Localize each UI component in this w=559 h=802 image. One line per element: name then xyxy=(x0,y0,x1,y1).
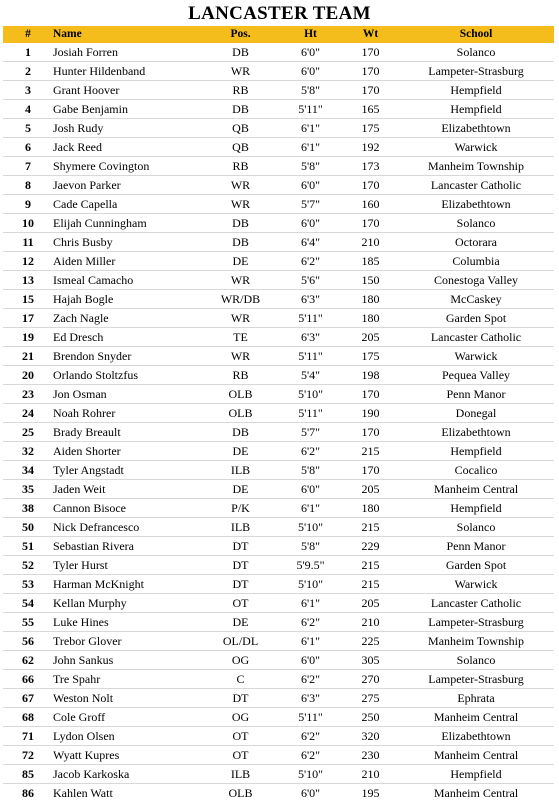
player-number: 56 xyxy=(3,632,53,651)
player-weight: 170 xyxy=(343,62,398,81)
table-row xyxy=(3,62,554,81)
table-row xyxy=(3,556,554,575)
player-weight: 190 xyxy=(343,404,398,423)
player-height: 6'1" xyxy=(278,632,343,651)
player-number: 7 xyxy=(3,157,53,176)
table-row xyxy=(3,442,554,461)
player-position: DE xyxy=(203,252,278,271)
player-school: Manheim Township xyxy=(398,632,554,651)
roster-table xyxy=(3,26,554,802)
player-school: Manheim Central xyxy=(398,784,554,802)
player-weight: 320 xyxy=(343,727,398,746)
player-name: Grant Hoover xyxy=(53,81,203,100)
player-number: 23 xyxy=(3,385,53,404)
player-height: 6'3" xyxy=(278,689,343,708)
player-weight: 185 xyxy=(343,252,398,271)
player-name: Kahlen Watt xyxy=(53,784,203,802)
player-number: 10 xyxy=(3,214,53,233)
player-position: OL/DL xyxy=(203,632,278,651)
table-row xyxy=(3,252,554,271)
player-weight: 170 xyxy=(343,81,398,100)
player-name: Aiden Shorter xyxy=(53,442,203,461)
player-position: DT xyxy=(203,575,278,594)
player-school: Manheim Township xyxy=(398,157,554,176)
table-row xyxy=(3,518,554,537)
player-school: Elizabethtown xyxy=(398,727,554,746)
player-number: 3 xyxy=(3,81,53,100)
player-school: McCaskey xyxy=(398,290,554,309)
player-height: 5'4" xyxy=(278,366,343,385)
table-row xyxy=(3,157,554,176)
table-row xyxy=(3,461,554,480)
player-height: 5'11" xyxy=(278,347,343,366)
player-position: ILB xyxy=(203,518,278,537)
player-school: Hempfield xyxy=(398,765,554,784)
player-position: C xyxy=(203,670,278,689)
player-height: 5'6" xyxy=(278,271,343,290)
player-position: OLB xyxy=(203,784,278,802)
player-name: Kellan Murphy xyxy=(53,594,203,613)
player-height: 6'2" xyxy=(278,670,343,689)
player-school: Solanco xyxy=(398,214,554,233)
player-height: 5'7" xyxy=(278,195,343,214)
player-position: TE xyxy=(203,328,278,347)
player-school: Hempfield xyxy=(398,442,554,461)
table-row xyxy=(3,328,554,347)
player-school: Columbia xyxy=(398,252,554,271)
player-weight: 215 xyxy=(343,556,398,575)
player-number: 9 xyxy=(3,195,53,214)
player-number: 35 xyxy=(3,480,53,499)
player-position: OLB xyxy=(203,385,278,404)
player-weight: 170 xyxy=(343,214,398,233)
player-name: Jon Osman xyxy=(53,385,203,404)
player-name: Sebastian Rivera xyxy=(53,537,203,556)
table-row xyxy=(3,214,554,233)
player-weight: 180 xyxy=(343,290,398,309)
player-height: 5'11" xyxy=(278,708,343,727)
player-number: 66 xyxy=(3,670,53,689)
player-height: 6'2" xyxy=(278,613,343,632)
player-position: WR xyxy=(203,62,278,81)
player-position: DB xyxy=(203,43,278,62)
player-name: Jacob Karkoska xyxy=(53,765,203,784)
player-number: 32 xyxy=(3,442,53,461)
table-row xyxy=(3,575,554,594)
header-school: School xyxy=(398,26,554,43)
player-school: Lampeter-Strasburg xyxy=(398,613,554,632)
player-number: 8 xyxy=(3,176,53,195)
player-school: Lampeter-Strasburg xyxy=(398,670,554,689)
player-school: Elizabethtown xyxy=(398,195,554,214)
player-name: Tyler Hurst xyxy=(53,556,203,575)
player-number: 25 xyxy=(3,423,53,442)
table-row xyxy=(3,385,554,404)
player-height: 5'11" xyxy=(278,404,343,423)
player-name: Brady Breault xyxy=(53,423,203,442)
player-weight: 160 xyxy=(343,195,398,214)
player-school: Warwick xyxy=(398,575,554,594)
player-school: Garden Spot xyxy=(398,309,554,328)
player-height: 6'2" xyxy=(278,442,343,461)
player-weight: 170 xyxy=(343,43,398,62)
table-row xyxy=(3,670,554,689)
player-name: Trebor Glover xyxy=(53,632,203,651)
table-row xyxy=(3,651,554,670)
player-name: Tyler Angstadt xyxy=(53,461,203,480)
player-name: Shymere Covington xyxy=(53,157,203,176)
header-number: # xyxy=(3,26,53,43)
player-number: 6 xyxy=(3,138,53,157)
player-school: Garden Spot xyxy=(398,556,554,575)
player-number: 19 xyxy=(3,328,53,347)
player-name: Josh Rudy xyxy=(53,119,203,138)
player-number: 67 xyxy=(3,689,53,708)
header-height: Ht xyxy=(278,26,343,43)
table-row xyxy=(3,480,554,499)
player-position: OLB xyxy=(203,404,278,423)
player-number: 20 xyxy=(3,366,53,385)
player-name: Zach Nagle xyxy=(53,309,203,328)
player-weight: 210 xyxy=(343,613,398,632)
player-weight: 170 xyxy=(343,385,398,404)
player-position: WR xyxy=(203,309,278,328)
player-school: Manheim Central xyxy=(398,708,554,727)
player-height: 5'8" xyxy=(278,461,343,480)
player-position: OT xyxy=(203,727,278,746)
player-name: Chris Busby xyxy=(53,233,203,252)
player-position: WR xyxy=(203,176,278,195)
player-school: Lancaster Catholic xyxy=(398,176,554,195)
player-height: 6'3" xyxy=(278,290,343,309)
player-position: DB xyxy=(203,100,278,119)
player-school: Manheim Central xyxy=(398,746,554,765)
player-position: RB xyxy=(203,81,278,100)
player-weight: 215 xyxy=(343,518,398,537)
player-name: Lydon Olsen xyxy=(53,727,203,746)
player-position: DT xyxy=(203,537,278,556)
player-height: 5'8" xyxy=(278,157,343,176)
header-row xyxy=(3,26,554,43)
player-position: ILB xyxy=(203,765,278,784)
player-height: 6'0" xyxy=(278,651,343,670)
player-weight: 180 xyxy=(343,309,398,328)
player-name: Cade Capella xyxy=(53,195,203,214)
player-name: Gabe Benjamin xyxy=(53,100,203,119)
player-weight: 250 xyxy=(343,708,398,727)
player-height: 5'11" xyxy=(278,100,343,119)
player-number: 13 xyxy=(3,271,53,290)
player-weight: 205 xyxy=(343,328,398,347)
player-weight: 150 xyxy=(343,271,398,290)
player-number: 50 xyxy=(3,518,53,537)
player-number: 24 xyxy=(3,404,53,423)
table-row xyxy=(3,233,554,252)
player-name: Josiah Forren xyxy=(53,43,203,62)
player-school: Ephrata xyxy=(398,689,554,708)
player-height: 6'0" xyxy=(278,62,343,81)
player-height: 5'10" xyxy=(278,385,343,404)
player-position: QB xyxy=(203,119,278,138)
player-school: Octorara xyxy=(398,233,554,252)
player-name: John Sankus xyxy=(53,651,203,670)
player-position: DE xyxy=(203,480,278,499)
player-weight: 205 xyxy=(343,594,398,613)
player-position: QB xyxy=(203,138,278,157)
player-weight: 210 xyxy=(343,765,398,784)
player-position: WR xyxy=(203,271,278,290)
player-height: 6'0" xyxy=(278,43,343,62)
player-number: 51 xyxy=(3,537,53,556)
player-weight: 192 xyxy=(343,138,398,157)
table-body xyxy=(3,43,554,802)
player-school: Manheim Central xyxy=(398,480,554,499)
player-number: 62 xyxy=(3,651,53,670)
page-title: LANCASTER TEAM xyxy=(0,0,559,26)
table-row xyxy=(3,404,554,423)
player-position: OT xyxy=(203,594,278,613)
player-school: Warwick xyxy=(398,347,554,366)
player-number: 86 xyxy=(3,784,53,802)
player-weight: 205 xyxy=(343,480,398,499)
player-number: 2 xyxy=(3,62,53,81)
player-name: Luke Hines xyxy=(53,613,203,632)
player-name: Brendon Snyder xyxy=(53,347,203,366)
player-name: Jaden Weit xyxy=(53,480,203,499)
player-school: Hempfield xyxy=(398,499,554,518)
player-name: Wyatt Kupres xyxy=(53,746,203,765)
player-number: 12 xyxy=(3,252,53,271)
player-height: 6'2" xyxy=(278,252,343,271)
player-height: 5'8" xyxy=(278,537,343,556)
player-position: DB xyxy=(203,233,278,252)
player-name: Jaevon Parker xyxy=(53,176,203,195)
table-row xyxy=(3,347,554,366)
table-row xyxy=(3,632,554,651)
player-height: 6'1" xyxy=(278,138,343,157)
player-school: Lancaster Catholic xyxy=(398,328,554,347)
player-height: 6'0" xyxy=(278,176,343,195)
player-weight: 305 xyxy=(343,651,398,670)
player-school: Pequea Valley xyxy=(398,366,554,385)
player-name: Noah Rohrer xyxy=(53,404,203,423)
table-row xyxy=(3,784,554,802)
table-row xyxy=(3,100,554,119)
player-name: Ed Dresch xyxy=(53,328,203,347)
table-row xyxy=(3,366,554,385)
player-school: Penn Manor xyxy=(398,537,554,556)
player-height: 6'4" xyxy=(278,233,343,252)
player-number: 55 xyxy=(3,613,53,632)
player-school: Solanco xyxy=(398,518,554,537)
player-name: Orlando Stoltzfus xyxy=(53,366,203,385)
player-name: Hajah Bogle xyxy=(53,290,203,309)
player-school: Elizabethtown xyxy=(398,423,554,442)
player-weight: 198 xyxy=(343,366,398,385)
player-height: 6'1" xyxy=(278,594,343,613)
player-weight: 180 xyxy=(343,499,398,518)
player-school: Lampeter-Strasburg xyxy=(398,62,554,81)
player-school: Lancaster Catholic xyxy=(398,594,554,613)
player-school: Donegal xyxy=(398,404,554,423)
player-weight: 170 xyxy=(343,423,398,442)
player-position: WR xyxy=(203,347,278,366)
player-number: 11 xyxy=(3,233,53,252)
player-position: RB xyxy=(203,157,278,176)
player-weight: 175 xyxy=(343,347,398,366)
player-school: Hempfield xyxy=(398,100,554,119)
player-school: Cocalico xyxy=(398,461,554,480)
player-number: 17 xyxy=(3,309,53,328)
player-position: DT xyxy=(203,556,278,575)
player-weight: 230 xyxy=(343,746,398,765)
player-name: Hunter Hildenband xyxy=(53,62,203,81)
table-row xyxy=(3,138,554,157)
player-school: Warwick xyxy=(398,138,554,157)
player-number: 38 xyxy=(3,499,53,518)
player-weight: 170 xyxy=(343,461,398,480)
table-row xyxy=(3,309,554,328)
player-position: DE xyxy=(203,613,278,632)
player-position: OT xyxy=(203,746,278,765)
player-name: Cole Groff xyxy=(53,708,203,727)
table-row xyxy=(3,81,554,100)
table-row xyxy=(3,290,554,309)
player-height: 6'3" xyxy=(278,328,343,347)
player-height: 5'8" xyxy=(278,81,343,100)
player-name: Ismeal Camacho xyxy=(53,271,203,290)
table-row xyxy=(3,727,554,746)
player-position: DT xyxy=(203,689,278,708)
player-weight: 170 xyxy=(343,176,398,195)
player-school: Conestoga Valley xyxy=(398,271,554,290)
player-name: Weston Nolt xyxy=(53,689,203,708)
player-weight: 175 xyxy=(343,119,398,138)
player-weight: 275 xyxy=(343,689,398,708)
table-row xyxy=(3,689,554,708)
table-row xyxy=(3,537,554,556)
player-position: ILB xyxy=(203,461,278,480)
player-weight: 195 xyxy=(343,784,398,802)
player-weight: 215 xyxy=(343,575,398,594)
player-weight: 165 xyxy=(343,100,398,119)
player-school: Hempfield xyxy=(398,81,554,100)
player-height: 5'7" xyxy=(278,423,343,442)
player-name: Elijah Cunningham xyxy=(53,214,203,233)
player-name: Harman McKnight xyxy=(53,575,203,594)
player-number: 21 xyxy=(3,347,53,366)
player-height: 5'10" xyxy=(278,575,343,594)
player-number: 72 xyxy=(3,746,53,765)
table-row xyxy=(3,43,554,62)
player-height: 6'0" xyxy=(278,784,343,802)
player-height: 6'2" xyxy=(278,727,343,746)
player-number: 1 xyxy=(3,43,53,62)
table-row xyxy=(3,176,554,195)
table-row xyxy=(3,765,554,784)
player-name: Jack Reed xyxy=(53,138,203,157)
table-row xyxy=(3,708,554,727)
player-name: Cannon Bisoce xyxy=(53,499,203,518)
player-position: DE xyxy=(203,442,278,461)
player-position: OG xyxy=(203,651,278,670)
player-height: 6'0" xyxy=(278,480,343,499)
table-row xyxy=(3,613,554,632)
player-weight: 173 xyxy=(343,157,398,176)
player-weight: 229 xyxy=(343,537,398,556)
player-weight: 210 xyxy=(343,233,398,252)
player-school: Elizabethtown xyxy=(398,119,554,138)
header-name: Name xyxy=(53,26,203,43)
player-height: 6'1" xyxy=(278,499,343,518)
table-row xyxy=(3,119,554,138)
player-number: 52 xyxy=(3,556,53,575)
player-school: Solanco xyxy=(398,43,554,62)
player-position: WR/DB xyxy=(203,290,278,309)
header-weight: Wt xyxy=(343,26,398,43)
player-weight: 270 xyxy=(343,670,398,689)
player-position: DB xyxy=(203,423,278,442)
player-name: Tre Spahr xyxy=(53,670,203,689)
player-number: 71 xyxy=(3,727,53,746)
player-position: OG xyxy=(203,708,278,727)
player-number: 53 xyxy=(3,575,53,594)
player-height: 5'9.5" xyxy=(278,556,343,575)
player-position: RB xyxy=(203,366,278,385)
player-school: Solanco xyxy=(398,651,554,670)
table-row xyxy=(3,499,554,518)
player-height: 6'0" xyxy=(278,214,343,233)
player-position: P/K xyxy=(203,499,278,518)
table-row xyxy=(3,594,554,613)
player-number: 15 xyxy=(3,290,53,309)
player-height: 5'10" xyxy=(278,765,343,784)
header-position: Pos. xyxy=(203,26,278,43)
table-row xyxy=(3,423,554,442)
table-header xyxy=(3,26,554,43)
player-position: WR xyxy=(203,195,278,214)
player-school: Penn Manor xyxy=(398,385,554,404)
player-name: Nick Defrancesco xyxy=(53,518,203,537)
player-weight: 215 xyxy=(343,442,398,461)
player-name: Aiden Miller xyxy=(53,252,203,271)
player-position: DB xyxy=(203,214,278,233)
table-row xyxy=(3,195,554,214)
player-number: 5 xyxy=(3,119,53,138)
player-number: 4 xyxy=(3,100,53,119)
player-weight: 225 xyxy=(343,632,398,651)
player-height: 6'1" xyxy=(278,119,343,138)
player-height: 5'10" xyxy=(278,518,343,537)
player-number: 68 xyxy=(3,708,53,727)
table-row xyxy=(3,746,554,765)
player-number: 85 xyxy=(3,765,53,784)
player-height: 5'11" xyxy=(278,309,343,328)
player-height: 6'2" xyxy=(278,746,343,765)
player-number: 54 xyxy=(3,594,53,613)
player-number: 34 xyxy=(3,461,53,480)
table-row xyxy=(3,271,554,290)
